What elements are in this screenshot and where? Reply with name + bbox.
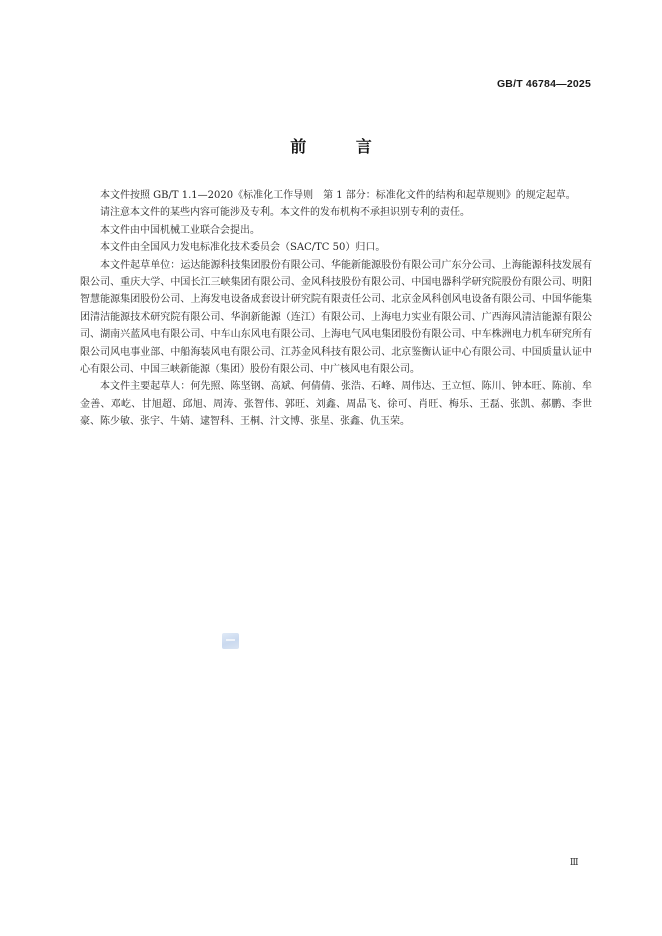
page-number: Ⅲ bbox=[569, 858, 579, 868]
standard-code: GB/T 46784—2025 bbox=[496, 78, 591, 90]
paragraph-drafting-units: 本文件起草单位：运达能源科技集团股份有限公司、华能新能源股份有限公司广东分公司、上海能源科技发展有限公司、重庆大学、中国长江三峡集团有限公司、金风科技股份有限公司、中国电器科学研究院股份有限公司、明阳智慧能源集团股份公司、上海发电设备成套设计研究院有限责任公司、北京金风科创风电设备有限公司、中国华能集团清洁能源技术研究院有限公司、华润新能源（连江）有限公司、上海电力实业有限公司、广西海风清洁能源有限公司、湖南兴蓝风电有限公司、中车山东风电有限公司、上海电气风电集团股份有限公司、中车株洲电力机车研究所有限公司风电事业部、中船海装风电有限公司、江苏金风科技有限公司、北京鉴衡认证中心有限公司、中国质量认证中心有限公司、中国三峡新能源（集团）股份有限公司、中广核风电有限公司。 bbox=[80, 259, 592, 376]
watermark-logo-icon bbox=[222, 633, 239, 649]
paragraph-patent-notice: 请注意本文件的某些内容可能涉及专利。本文件的发布机构不承担识别专利的责任。 bbox=[100, 207, 470, 219]
page-title: 前 言 bbox=[290, 137, 394, 156]
paragraph-proposer: 本文件由中国机械工业联合会提出。 bbox=[100, 224, 260, 236]
paragraph-committee: 本文件由全国风力发电标准化技术委员会（SAC/TC 50）归口。 bbox=[100, 242, 386, 254]
foreword-body bbox=[80, 187, 592, 431]
paragraph-drafting-rules: 本文件按照 GB/T 1.1—2020《标准化工作导则 第 1 部分：标准化文件的结构和起草规则》的规定起草。 bbox=[100, 190, 576, 201]
paragraph-drafters: 本文件主要起草人：何先照、陈坚钢、高斌、何倩倩、张浩、石峰、周伟达、王立恒、陈川、钟本旺、陈前、牟金善、邓屹、甘旭超、邱旭、周涛、张智伟、郭旺、刘鑫、周晶飞、徐可、肖旺、梅乐、王磊、张凯、郝鹏、李世豪、陈少敏、张宇、牛婧、逮智科、王桐、汁文博、张星、张鑫、仇玉荣。 bbox=[80, 381, 592, 428]
